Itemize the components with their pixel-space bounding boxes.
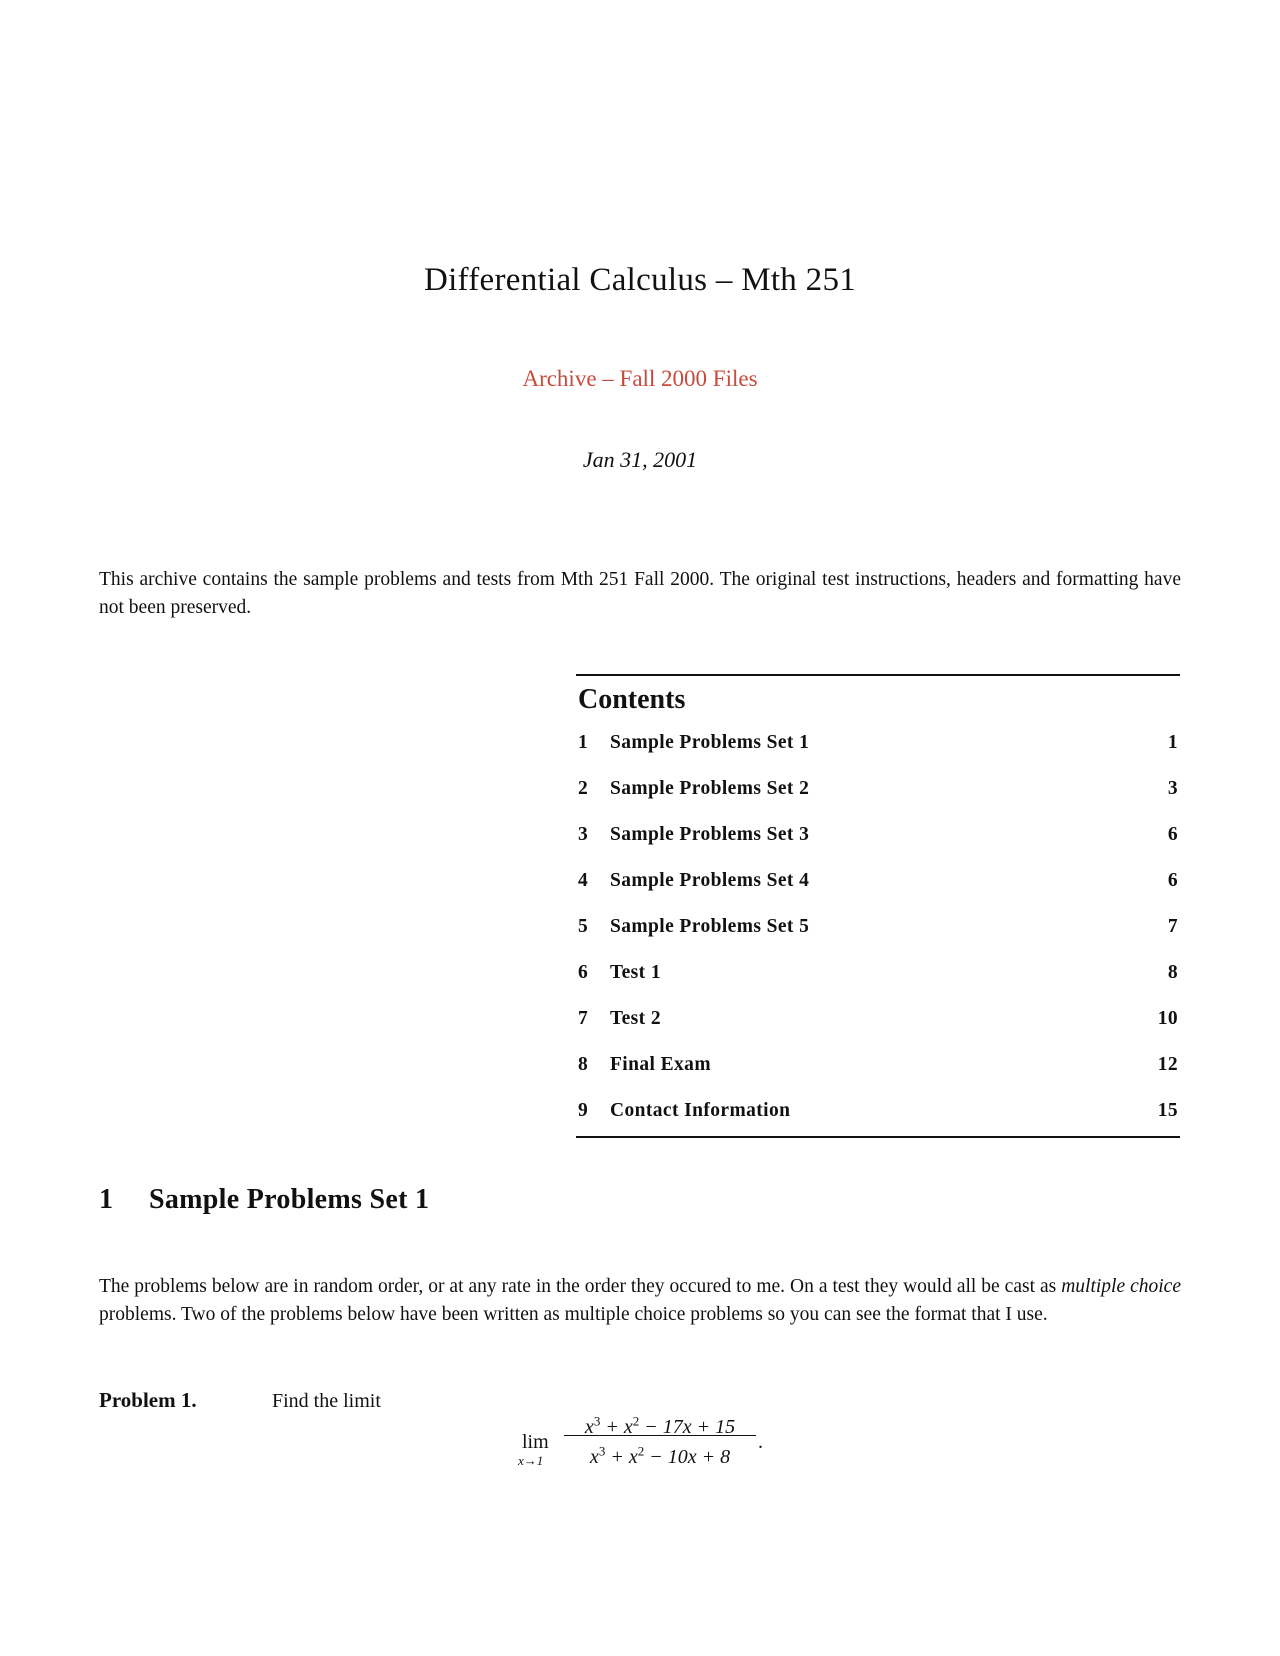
toc-entry-label: Sample Problems Set 2 xyxy=(610,778,810,799)
toc-entry-page: 6 xyxy=(1167,870,1178,891)
toc-entry-page: 12 xyxy=(1157,1054,1178,1075)
toc-entry-label: Sample Problems Set 1 xyxy=(610,732,810,753)
toc-entry-number: 9 xyxy=(578,1100,589,1121)
toc-entry[interactable] xyxy=(576,1042,1180,1088)
toc-entry-page: 8 xyxy=(1167,962,1178,983)
section-heading xyxy=(99,1184,429,1216)
fraction-numerator-text: $x^3 + x^2 - 17x + 15$ xyxy=(584,1413,736,1438)
document-date: Jan 31, 2001 xyxy=(582,447,698,472)
toc-entry-label: Final Exam xyxy=(610,1054,711,1075)
table-of-contents xyxy=(576,674,1180,1138)
toc-entry-number: 7 xyxy=(578,1008,589,1029)
section-paragraph xyxy=(99,1273,1181,1329)
limit-subscript: x→1 xyxy=(518,1453,544,1468)
toc-entry-label: Contact Information xyxy=(610,1100,791,1121)
section-paragraph-emphasis: multiple choice xyxy=(1061,1276,1181,1297)
toc-entry-label: Sample Problems Set 3 xyxy=(610,824,810,845)
toc-entry-page: 6 xyxy=(1167,824,1178,845)
toc-entry[interactable] xyxy=(576,858,1180,904)
toc-entry-page: 7 xyxy=(1167,916,1178,937)
fraction xyxy=(564,1407,756,1468)
toc-entry-label: Sample Problems Set 5 xyxy=(610,916,810,937)
fraction-denominator-text: $x^3 + x^2 - 10x + 8$ xyxy=(589,1443,731,1468)
limit-operator: lim xyxy=(522,1431,549,1453)
problem-label: Problem 1. xyxy=(99,1388,197,1412)
limit-formula xyxy=(518,1407,778,1467)
section-paragraph-part: problems. Two of the problems below have been written as multiple choice problems so you can see the format that I use. xyxy=(99,1304,1048,1325)
toc-entry-page: 1 xyxy=(1167,732,1178,753)
toc-entry-number: 3 xyxy=(578,824,589,845)
toc-entry-number: 1 xyxy=(578,732,589,753)
toc-entry-label: Test 2 xyxy=(610,1008,661,1029)
problem-1 xyxy=(99,1388,381,1413)
section-title: Sample Problems Set 1 xyxy=(149,1184,430,1215)
toc-heading: Contents xyxy=(578,684,686,715)
toc-entry-page: 10 xyxy=(1157,1008,1178,1029)
formula-period: . xyxy=(758,1431,763,1453)
toc-entry[interactable] xyxy=(576,904,1180,950)
toc-entry-number: 8 xyxy=(578,1054,589,1075)
intro-paragraph: This archive contains the sample problems and tests from Mth 251 Fall 2000. The original test instructions, headers and formatting have not been preserved. xyxy=(99,569,1181,618)
toc-entry-number: 6 xyxy=(578,962,589,983)
toc-entry-label: Test 1 xyxy=(610,962,661,983)
fraction-numerator xyxy=(564,1407,756,1436)
toc-entry-number: 2 xyxy=(578,778,589,799)
problem-text: Find the limit xyxy=(272,1390,381,1412)
toc-entry[interactable] xyxy=(576,1088,1180,1134)
toc-entry-page: 15 xyxy=(1157,1100,1178,1121)
toc-entry-label: Sample Problems Set 4 xyxy=(610,870,810,891)
section-paragraph-part: The problems below are in random order, or at any rate in the order they occured to me. On a test they would all be cast as xyxy=(99,1276,1062,1297)
toc-entry[interactable] xyxy=(576,766,1180,812)
toc-entry[interactable] xyxy=(576,812,1180,858)
toc-entry[interactable] xyxy=(576,996,1180,1042)
fraction-denominator xyxy=(564,1436,756,1468)
document-title: Differential Calculus – Mth 251 xyxy=(423,262,857,298)
toc-entry-number: 5 xyxy=(578,916,589,937)
toc-list xyxy=(576,720,1180,1134)
document-subtitle: Archive – Fall 2000 Files xyxy=(522,366,758,391)
toc-entry[interactable] xyxy=(576,720,1180,766)
section-number: 1 xyxy=(99,1184,114,1215)
toc-entry[interactable] xyxy=(576,950,1180,996)
toc-entry-number: 4 xyxy=(578,870,589,891)
toc-entry-page: 3 xyxy=(1167,778,1178,799)
